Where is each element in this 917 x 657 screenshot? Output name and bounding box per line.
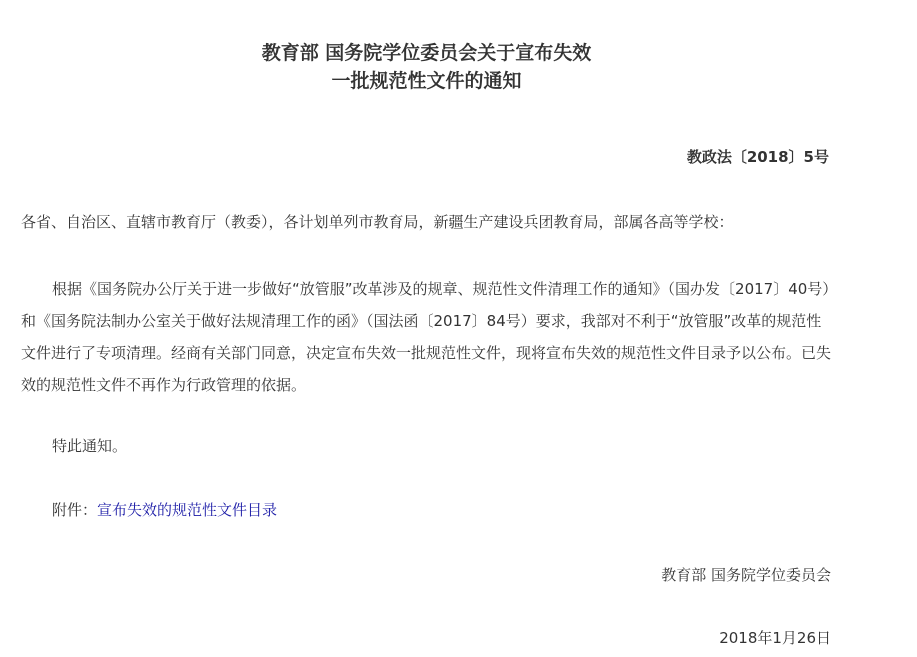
issue-date: 2018年1月26日	[719, 629, 831, 647]
attachment-label: 附件：	[52, 501, 98, 519]
closing-line: 特此通知。	[52, 437, 128, 455]
document-number: 教政法〔2018〕5号	[686, 148, 829, 166]
signature: 教育部 国务院学位委员会	[661, 566, 831, 584]
document-title-line1: 教育部 国务院学位委员会关于宣布失效	[261, 42, 592, 64]
document-title-line2: 一批规范性文件的通知	[331, 70, 522, 92]
attachment-line	[52, 499, 277, 521]
attachment-link[interactable]: 宣布失效的规范性文件目录	[97, 501, 278, 519]
body-paragraph: 根据《国务院办公厅关于进一步做好“放管服”改革涉及的规章、规范性文件清理工作的通知》（国办发〔2017〕40号）和《国务院法制办公室关于做好法规清理工作的函》（国法函〔2017〕84号）要求，我部对不利于“放管服”改革的规范性文件进行了专项清理。经商有关部门同意，决定宣布失效一批规范性文件，现将宣布失效的规范性文件目录予以公布。已失效的规范性文件不再作为行政管理的依据。	[21, 280, 832, 394]
addressee-line: 各省、自治区、直辖市教育厅（教委），各计划单列市教育局，新疆生产建设兵团教育局，部属各高等学校：	[21, 213, 734, 231]
